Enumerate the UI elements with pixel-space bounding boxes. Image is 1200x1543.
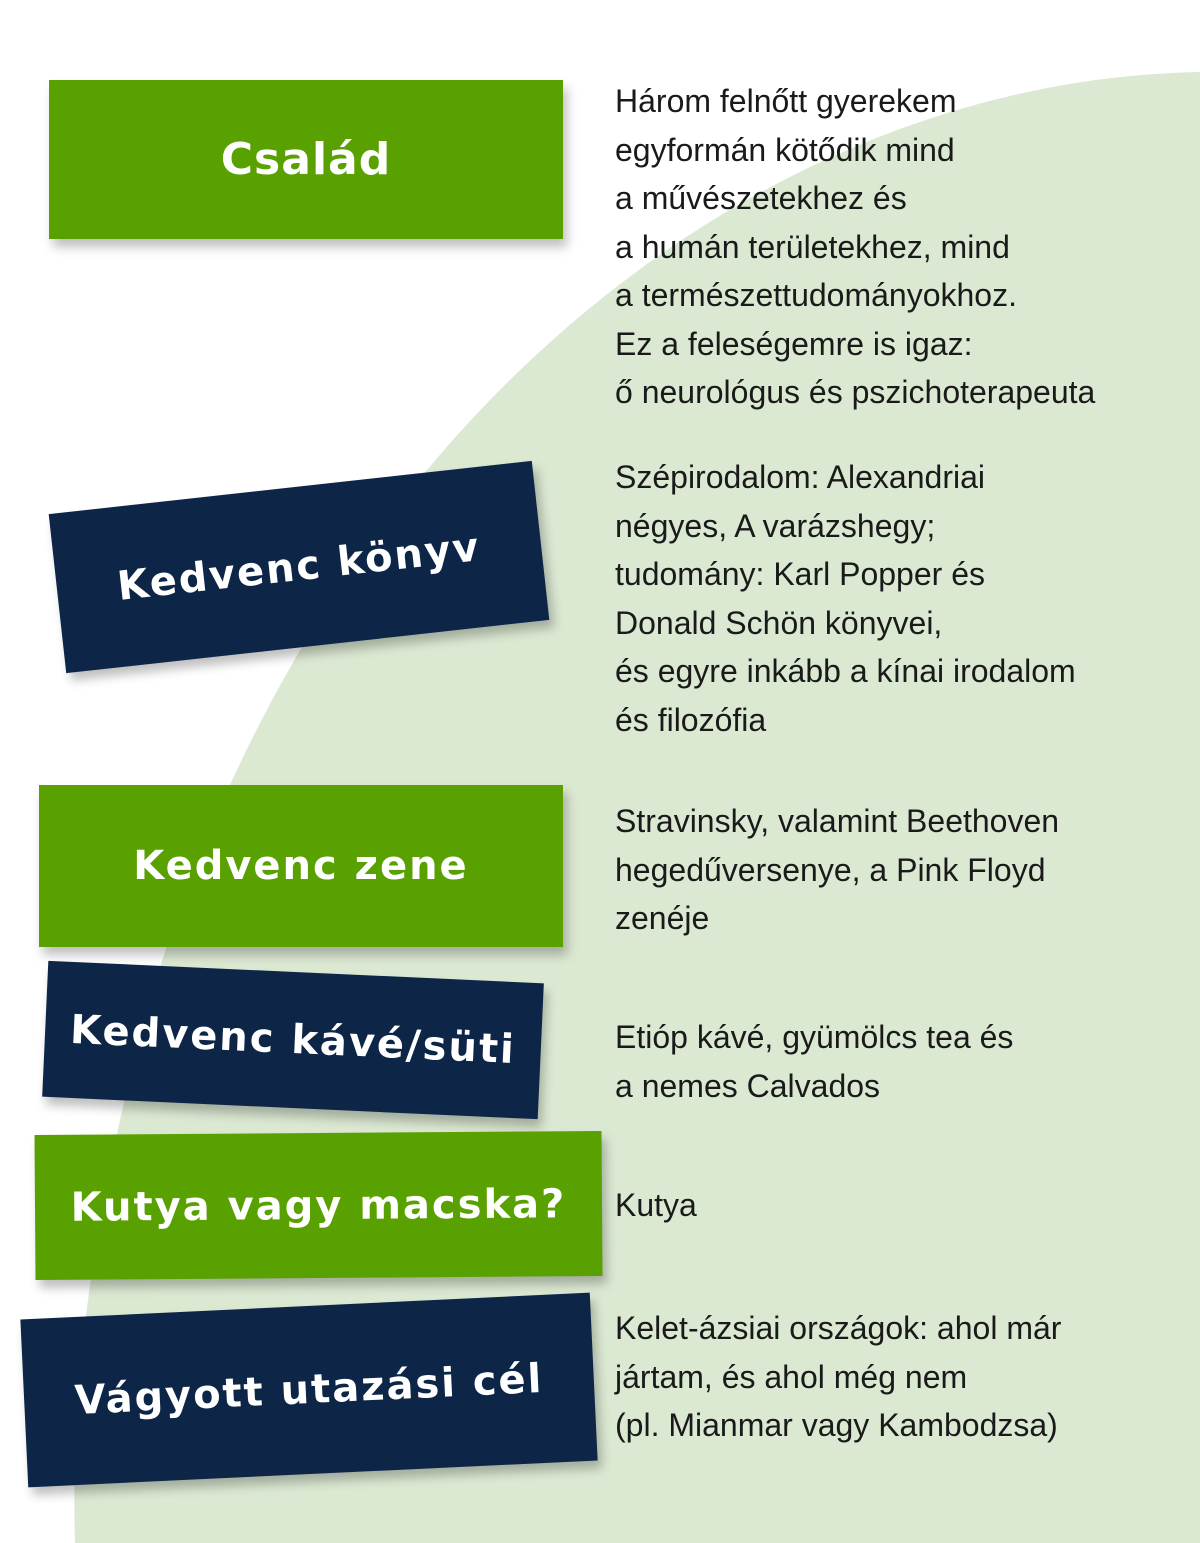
answer-vagyott-utazasi-cel: Kelet-ázsiai országok: ahol már jártam, és ahol még nem (pl. Mianmar vagy Kambodzsa): [615, 1310, 1062, 1443]
label-kedvenc-kave-suti-text: Kedvenc kávé/süti: [69, 1006, 517, 1074]
label-csalad: [49, 80, 563, 239]
label-kedvenc-kave-suti: [42, 961, 544, 1119]
label-vagyott-utazasi-cel: [20, 1293, 597, 1488]
label-kedvenc-zene: [39, 785, 563, 947]
answer-kedvenc-zene: Stravinsky, valamint Beethoven hegedűversenye, a Pink Floyd zenéje: [615, 803, 1060, 936]
label-csalad-text: Család: [220, 134, 392, 185]
answer-kedvenc-konyv: Szépirodalom: Alexandriai négyes, A varázshegy; tudomány: Karl Popper és Donald Schön könyvei, és egyre inkább a kínai irodalom és filozófia: [615, 459, 1076, 738]
answer-kedvenc-kave-suti: Etióp kávé, gyümölcs tea és a nemes Calvados: [615, 1019, 1014, 1104]
label-kutya-vagy-macska-text: Kutya vagy macska?: [70, 1180, 567, 1231]
label-kedvenc-zene-text: Kedvenc zene: [133, 843, 469, 889]
label-kutya-vagy-macska: [35, 1131, 603, 1280]
answer-kutya-vagy-macska: Kutya: [615, 1187, 697, 1223]
answer-csalad: Három felnőtt gyerekem egyformán kötődik mind a művészetekhez és a humán területekhez, mind a természettudományokhoz. Ez a feleségemre is igaz: ő neurológus és pszichoterapeuta: [615, 83, 1096, 410]
label-kedvenc-konyv-text: Kedvenc könyv: [115, 524, 483, 610]
label-vagyott-utazasi-cel-text: Vágyott utazási cél: [73, 1355, 545, 1425]
